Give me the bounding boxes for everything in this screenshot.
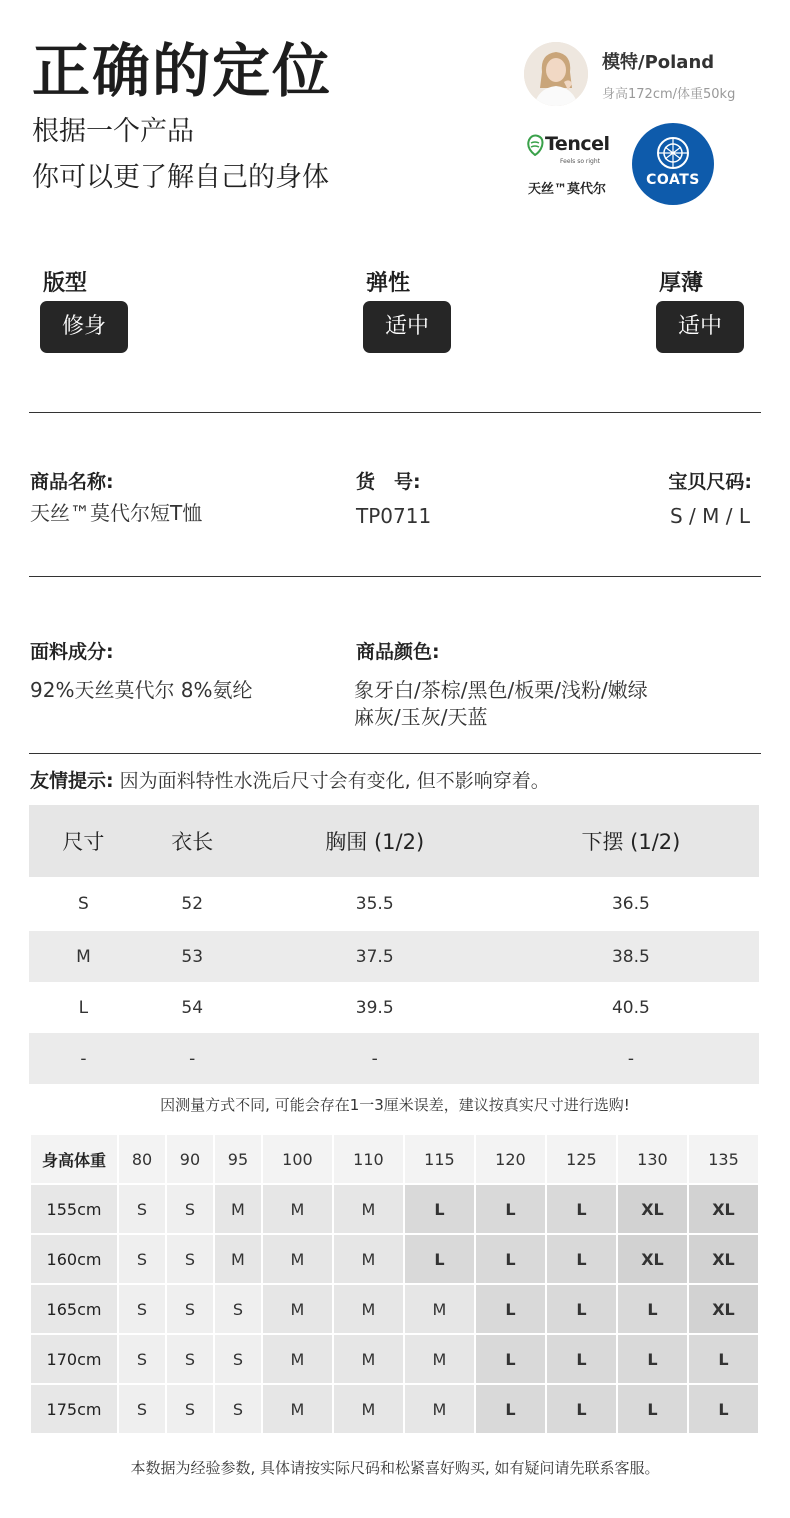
- size-recommendation-cell: S: [119, 1285, 165, 1333]
- weight-header: 100: [263, 1135, 332, 1183]
- product-name-label: 商品名称:: [30, 471, 114, 493]
- size-recommendation-cell: L: [476, 1185, 545, 1233]
- chest-cell: -: [247, 1033, 503, 1084]
- model-stats: 身高172cm/体重50kg: [602, 87, 736, 102]
- color-label: 商品颜色:: [356, 641, 440, 663]
- size-recommendation-cell: L: [405, 1235, 474, 1283]
- size-recommendation-cell: L: [547, 1335, 616, 1383]
- size-recommendation-cell: XL: [618, 1185, 687, 1233]
- size-recommendation-cell: M: [405, 1385, 474, 1433]
- prop-pill-thickness: 适中: [656, 301, 744, 353]
- size-recommendation-cell: L: [689, 1335, 758, 1383]
- height-label: 155cm: [31, 1185, 117, 1233]
- size-recommendation-cell: L: [618, 1385, 687, 1433]
- size-header-size: 尺寸: [29, 805, 138, 877]
- size-recommendation-cell: M: [334, 1185, 403, 1233]
- size-recommendation-cell: XL: [689, 1235, 758, 1283]
- tencel-logo-text: Tencel: [545, 133, 610, 155]
- weight-header: 135: [689, 1135, 758, 1183]
- size-cell: L: [78, 997, 89, 1018]
- size-recommendation-cell: S: [119, 1335, 165, 1383]
- prop-label-thickness: 厚薄: [659, 271, 704, 296]
- size-recommendation-cell: M: [405, 1285, 474, 1333]
- tencel-leaf-icon: [526, 134, 544, 160]
- size-recommendation-cell: S: [167, 1285, 213, 1333]
- size-recommendation-cell: L: [547, 1385, 616, 1433]
- table-row: [31, 1335, 758, 1383]
- table-row: [31, 1285, 758, 1333]
- size-recommendation-cell: L: [547, 1235, 616, 1283]
- hem-cell: 36.5: [611, 894, 650, 914]
- height-weight-table: [29, 1133, 760, 1435]
- size-recommendation-cell: L: [476, 1285, 545, 1333]
- size-recommendation-cell: L: [689, 1385, 758, 1433]
- weight-header: 110: [334, 1135, 403, 1183]
- table-row: [31, 1385, 758, 1433]
- size-recommendation-cell: L: [476, 1335, 545, 1383]
- size-cell: -: [29, 1033, 138, 1084]
- prop-pill-elasticity: 适中: [363, 301, 451, 353]
- sizes-value: S / M / L: [670, 504, 750, 528]
- size-recommendation-cell: M: [263, 1235, 332, 1283]
- size-recommendation-cell: S: [119, 1235, 165, 1283]
- table-row: [29, 877, 759, 931]
- hem-cell: 38.5: [503, 931, 759, 982]
- wash-tip-text: 因为面料特性水洗后尺寸会有变化, 但不影响穿着。: [119, 770, 550, 792]
- subtitle-line-1: 根据一个产品: [32, 116, 194, 147]
- tencel-chinese-name: 天丝™莫代尔: [528, 182, 607, 197]
- table-row: [29, 1033, 759, 1084]
- model-avatar: [524, 42, 588, 106]
- size-header-hem: 下摆 (1/2): [503, 805, 759, 877]
- prop-label-elasticity: 弹性: [366, 271, 411, 296]
- hw-header-row: [31, 1135, 758, 1183]
- weight-header: 120: [476, 1135, 545, 1183]
- size-recommendation-cell: M: [215, 1235, 261, 1283]
- measure-note: 因测量方式不同, 可能会存在1一3厘米误差，建议按真实尺寸进行选购!: [160, 1096, 630, 1114]
- length-cell: 53: [138, 931, 247, 982]
- size-cell: M: [29, 931, 138, 982]
- coats-logo-text: COATS: [646, 172, 700, 188]
- chest-cell: 35.5: [355, 894, 394, 914]
- size-recommendation-cell: M: [334, 1285, 403, 1333]
- product-name-value: 天丝™莫代尔短T恤: [30, 501, 203, 525]
- height-label: 170cm: [31, 1335, 117, 1383]
- size-recommendation-cell: M: [334, 1235, 403, 1283]
- weight-header: 130: [618, 1135, 687, 1183]
- subtitle-line-2: 你可以更了解自己的身体: [32, 162, 329, 193]
- size-recommendation-cell: M: [263, 1185, 332, 1233]
- size-recommendation-cell: M: [405, 1335, 474, 1383]
- size-recommendation-cell: M: [263, 1335, 332, 1383]
- chest-cell: 39.5: [355, 997, 394, 1018]
- page-title: 正确的定位: [32, 37, 333, 105]
- color-value-line-1: 象牙白/茶棕/黑色/板栗/浅粉/嫩绿: [354, 678, 648, 702]
- size-recommendation-cell: L: [547, 1285, 616, 1333]
- size-cell: S: [78, 894, 89, 914]
- weight-header: 115: [405, 1135, 474, 1183]
- wash-tip-label: 友情提示:: [30, 770, 114, 792]
- sku-label: 货 号:: [356, 471, 421, 493]
- divider-3: [29, 753, 761, 754]
- length-cell: 54: [181, 997, 204, 1018]
- divider-2: [29, 576, 761, 577]
- sizes-label: 宝贝尺码:: [668, 471, 752, 493]
- footer-note: 本数据为经验参数, 具体请按实际尺码和松紧喜好购买, 如有疑问请先联系客服。: [130, 1459, 660, 1477]
- fabric-value: 92%天丝莫代尔 8%氨纶: [30, 678, 253, 702]
- size-table: [29, 805, 759, 1084]
- coats-logo: [632, 123, 714, 205]
- size-recommendation-cell: L: [476, 1385, 545, 1433]
- size-recommendation-cell: XL: [618, 1235, 687, 1283]
- size-recommendation-cell: L: [618, 1335, 687, 1383]
- model-photo-icon: [524, 42, 588, 106]
- size-recommendation-cell: L: [405, 1185, 474, 1233]
- hw-corner: 身高体重: [31, 1135, 117, 1183]
- color-value-line-2: 麻灰/玉灰/天蓝: [354, 705, 488, 729]
- hem-cell: 40.5: [611, 997, 650, 1018]
- size-recommendation-cell: S: [167, 1235, 213, 1283]
- fabric-label: 面料成分:: [30, 641, 114, 663]
- size-recommendation-cell: S: [119, 1185, 165, 1233]
- size-recommendation-cell: M: [215, 1185, 261, 1233]
- sku-value: TP0711: [356, 504, 432, 528]
- size-recommendation-cell: S: [119, 1385, 165, 1433]
- table-row: [31, 1235, 758, 1283]
- wash-tip: [30, 766, 550, 793]
- size-recommendation-cell: M: [263, 1385, 332, 1433]
- divider-1: [29, 412, 761, 413]
- table-row: [29, 931, 759, 982]
- size-recommendation-cell: L: [476, 1235, 545, 1283]
- hem-cell: -: [503, 1033, 759, 1084]
- size-recommendation-cell: S: [215, 1285, 261, 1333]
- coats-chain-icon: [632, 123, 714, 205]
- weight-header: 80: [119, 1135, 165, 1183]
- height-label: 165cm: [31, 1285, 117, 1333]
- size-recommendation-cell: M: [263, 1285, 332, 1333]
- size-recommendation-cell: S: [167, 1185, 213, 1233]
- model-name: 模特/Poland: [602, 52, 715, 73]
- weight-header: 95: [215, 1135, 261, 1183]
- size-recommendation-cell: M: [334, 1385, 403, 1433]
- size-recommendation-cell: S: [167, 1385, 213, 1433]
- height-label: 160cm: [31, 1235, 117, 1283]
- size-table-header: [29, 805, 759, 877]
- size-recommendation-cell: S: [167, 1335, 213, 1383]
- size-header-chest: 胸围 (1/2): [247, 805, 503, 877]
- size-header-length: 衣长: [138, 805, 247, 877]
- table-row: [29, 982, 759, 1033]
- size-recommendation-cell: S: [215, 1385, 261, 1433]
- size-recommendation-cell: L: [547, 1185, 616, 1233]
- prop-label-fit: 版型: [43, 271, 88, 296]
- size-recommendation-cell: S: [215, 1335, 261, 1383]
- weight-header: 90: [167, 1135, 213, 1183]
- size-recommendation-cell: XL: [689, 1285, 758, 1333]
- length-cell: -: [138, 1033, 247, 1084]
- size-recommendation-cell: XL: [689, 1185, 758, 1233]
- length-cell: 52: [181, 894, 204, 914]
- height-label: 175cm: [31, 1385, 117, 1433]
- weight-header: 125: [547, 1135, 616, 1183]
- size-recommendation-cell: M: [334, 1335, 403, 1383]
- tencel-tagline: Feels so right: [560, 158, 601, 165]
- prop-pill-fit: 修身: [40, 301, 128, 353]
- chest-cell: 37.5: [247, 931, 503, 982]
- size-recommendation-cell: L: [618, 1285, 687, 1333]
- table-row: [31, 1185, 758, 1233]
